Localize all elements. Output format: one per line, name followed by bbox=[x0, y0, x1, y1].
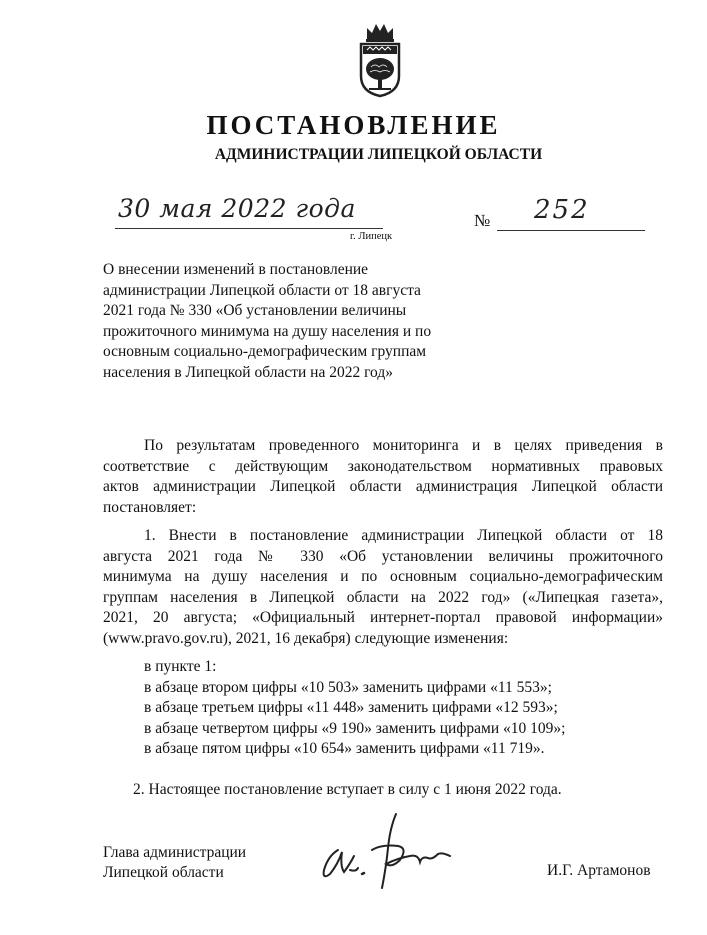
handwritten-signature bbox=[310, 808, 460, 898]
document-subject bbox=[103, 260, 483, 383]
subject-line: населения в Липецкой области на 2022 год» bbox=[103, 363, 393, 381]
number-underline bbox=[497, 230, 645, 231]
subject-line: О внесении изменений в постановление bbox=[103, 261, 369, 278]
item2-paragraph: 2. Настоящее постановление вступает в силу с 1 июня 2022 года. bbox=[133, 780, 562, 798]
change-item: в абзаце пятом цифры «10 654» заменить цифрами «11 719». bbox=[144, 740, 545, 757]
position-line: Глава администрации bbox=[103, 844, 247, 861]
item1-line: минимума на душу населения и по основным социально-демографическим bbox=[103, 568, 663, 585]
subject-line: 2021 года № 330 «Об установлении величины bbox=[103, 302, 407, 319]
change-item: в пункте 1: bbox=[144, 658, 217, 675]
coat-of-arms-emblem bbox=[357, 20, 403, 98]
signatory-name: И.Г. Артамонов bbox=[547, 862, 651, 879]
item1-line: 1. Внести в постановление администрации Липецкой области от 18 bbox=[144, 527, 663, 544]
change-item: в абзаце четвертом цифры «9 190» заменить цифрами «10 109»; bbox=[144, 719, 566, 737]
preamble-line: актов администрации Липецкой области администрация Липецкой области bbox=[103, 478, 663, 495]
handwritten-number: 252 bbox=[534, 195, 590, 225]
item1-line: группам населения в Липецкой области на 2022 год» («Липецкая газета», bbox=[103, 588, 663, 606]
document-subtitle: АДМИНИСТРАЦИИ ЛИПЕЦКОЙ ОБЛАСТИ bbox=[214, 146, 543, 163]
item1-line: (www.pravo.gov.ru), 2021, 16 декабря) следующие изменения: bbox=[103, 629, 509, 647]
city-label: г. Липецк bbox=[350, 231, 393, 242]
item1-line: августа 2021 года № 330 «Об установлении величины прожиточного bbox=[103, 547, 663, 565]
handwritten-date: 30 мая 2022 года bbox=[118, 194, 356, 223]
change-item: в абзаце втором цифры «10 503» заменить цифрами «11 553»; bbox=[144, 678, 552, 696]
document-body bbox=[103, 436, 663, 800]
position-line: Липецкой области bbox=[103, 864, 224, 881]
document-title: ПОСТАНОВЛЕНИЕ bbox=[206, 110, 501, 140]
change-item: в абзаце третьем цифры «11 448» заменить цифрами «12 593»; bbox=[144, 699, 558, 716]
number-sign: № bbox=[474, 211, 491, 230]
date-underline bbox=[115, 228, 383, 229]
preamble-line: По результатам проведенного мониторинга и в целях приведения в bbox=[144, 437, 663, 454]
subject-line: администрации Липецкой области от 18 августа bbox=[103, 281, 421, 299]
preamble-line: постановляет: bbox=[103, 498, 197, 516]
subject-line: основным социально-демографическим группам bbox=[103, 343, 427, 360]
preamble-line: соответствие с действующим законодательством нормативных правовых bbox=[103, 457, 663, 475]
item1-line: 2021, 20 августа; «Официальный интернет-портал правовой информации» bbox=[103, 609, 663, 626]
signatory-position bbox=[103, 843, 246, 883]
subject-line: прожиточного минимума на душу населения и по bbox=[103, 322, 432, 340]
